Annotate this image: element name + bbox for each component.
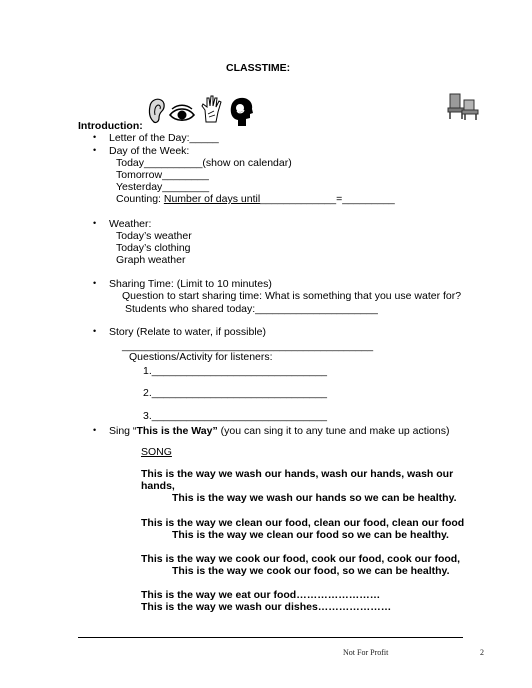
footer-rule (78, 637, 463, 638)
page-title: CLASSTIME: (226, 62, 291, 74)
bullet-icon: • (93, 132, 97, 142)
verse-line: This is the way we wash our hands, wash our hands, wash our (141, 468, 454, 480)
hand-icon (200, 94, 224, 124)
counting-underlined: Number of days until (163, 193, 261, 205)
bullet-icon: • (93, 218, 97, 228)
day-of-week: Day of the Week: (109, 145, 190, 157)
tomorrow-line: Tomorrow________ (116, 169, 209, 181)
sharing-students: Students who shared today:_____________________ (125, 303, 378, 315)
final-line: This is the way we eat our food…………………… (141, 589, 381, 601)
head-profile-icon (228, 96, 254, 128)
song-title: This is the Way” (136, 425, 218, 437)
verse-line: This is the way we clean our food, clean our food, clean our food (141, 517, 465, 529)
bullet-icon: • (93, 326, 97, 336)
verse-line: This is the way we clean our food so we can be healthy. (172, 529, 449, 541)
counting-label: Counting: (116, 193, 164, 205)
verse-line: This is the way we cook our food, so we can be healthy. (172, 565, 450, 577)
song-label: SONG (141, 446, 172, 458)
sing-prefix: Sing “ (109, 425, 137, 437)
intro-heading: Introduction: (78, 120, 143, 132)
yesterday-line: Yesterday________ (116, 181, 210, 193)
ear-icon (147, 97, 167, 125)
footer-text: Not For Profit (343, 648, 389, 657)
verse-line: This is the way we wash our hands so we can be healthy. (172, 492, 457, 504)
today-line: Today__________(show on calendar) (116, 157, 292, 169)
eye-icon (168, 104, 196, 124)
weather-heading: Weather: (109, 218, 152, 230)
bullet-icon: • (93, 278, 97, 288)
counting-rest: _____________=_________ (260, 193, 395, 205)
weather-item: Graph weather (116, 254, 186, 266)
weather-item: Today’s weather (116, 230, 192, 242)
bullet-icon: • (93, 425, 97, 435)
bullet-icon: • (93, 145, 97, 155)
story-numbered-item: 2.______________________________ (143, 387, 327, 399)
story-questions: Questions/Activity for listeners: (129, 351, 273, 363)
sharing-heading: Sharing Time: (Limit to 10 minutes) (109, 278, 272, 290)
final-line: This is the way we wash our dishes………………… (141, 601, 392, 613)
page-number: 2 (480, 648, 484, 657)
story-numbered-item: 3.______________________________ (143, 410, 327, 422)
chairs-icon (446, 92, 480, 122)
sing-suffix: (you can sing it to any tune and make up actions) (217, 425, 450, 437)
verse-line: This is the way we cook our food, cook our food, cook our food, (141, 553, 461, 565)
story-numbered-item: 1.______________________________ (143, 365, 327, 377)
sing-line (109, 425, 449, 437)
sharing-question: Question to start sharing time: What is something that you use water for? (122, 290, 462, 302)
story-heading: Story (Relate to water, if possible) (109, 326, 266, 338)
story-line: ___________________________________________ (122, 340, 374, 352)
verse-line: hands, (141, 480, 175, 492)
weather-item: Today’s clothing (116, 242, 191, 254)
counting-line (116, 193, 395, 205)
letter-of-day: Letter of the Day:_____ (109, 132, 219, 144)
